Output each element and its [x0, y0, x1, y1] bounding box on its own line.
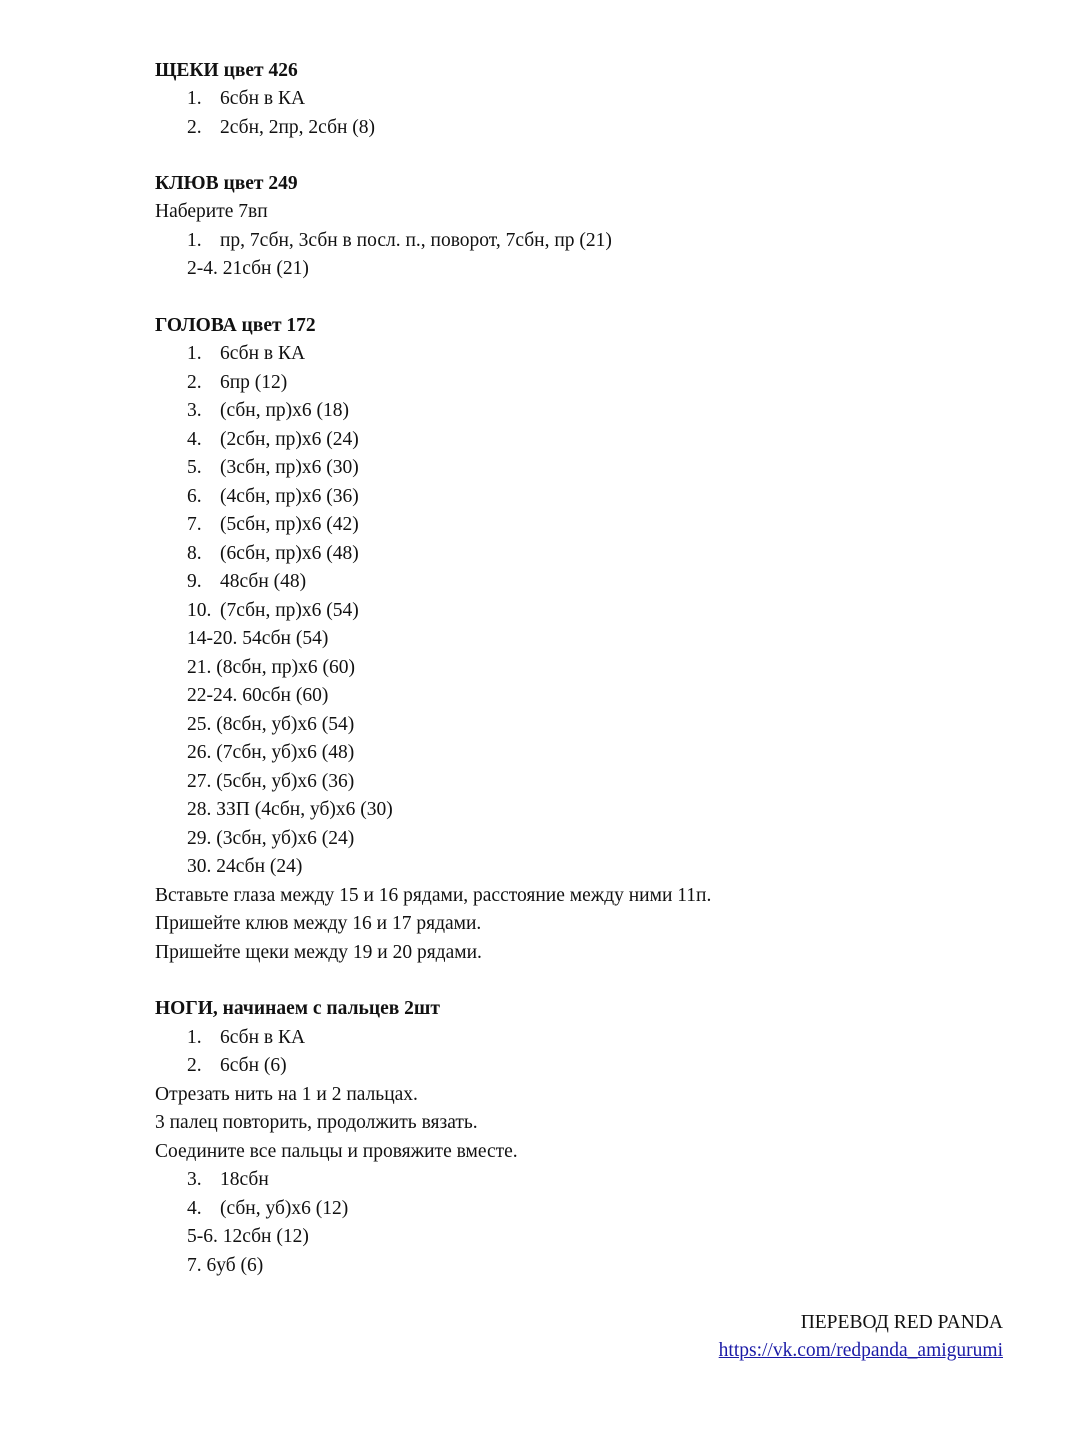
- list-row: 21. (8сбн, пр)х6 (60): [187, 657, 356, 678]
- list-row: 7. 6уб (6): [187, 1255, 264, 1276]
- list-item: 3. (сбн, пр)х6 (18): [187, 400, 350, 421]
- list-row: 2-4. 21сбн (21): [187, 258, 309, 279]
- list-row: 30. 24сбн (24): [187, 856, 303, 877]
- section-title-legs: НОГИ, начинаем с пальцев 2шт: [155, 998, 440, 1019]
- head-note: Пришейте щеки между 19 и 20 рядами.: [155, 942, 482, 963]
- list-item: 10. (7сбн, пр)х6 (54): [187, 600, 359, 621]
- list-item: 5. (3сбн, пр)х6 (30): [187, 457, 359, 478]
- list-row: 14-20. 54сбн (54): [187, 628, 329, 649]
- legs-note: Соедините все пальцы и провяжите вместе.: [155, 1141, 518, 1162]
- list-item: 7. (5сбн, пр)х6 (42): [187, 514, 359, 535]
- section-title-beak: КЛЮВ цвет 249: [155, 173, 298, 194]
- list-row: 29. (3сбн, уб)х6 (24): [187, 828, 355, 849]
- head-note: Пришейте клюв между 16 и 17 рядами.: [155, 913, 482, 934]
- head-note: Вставьте глаза между 15 и 16 рядами, расстояние между ними 11п.: [155, 885, 712, 906]
- legs-note: Отрезать нить на 1 и 2 пальцах.: [155, 1084, 418, 1105]
- list-item: 3. 18сбн: [187, 1169, 269, 1190]
- legs-note: 3 палец повторить, продолжить вязать.: [155, 1112, 478, 1133]
- translation-credit: ПЕРЕВОД RED PANDA: [800, 1312, 1003, 1333]
- list-item: 4. (сбн, уб)х6 (12): [187, 1198, 349, 1219]
- list-item: 9. 48сбн (48): [187, 571, 307, 592]
- beak-intro: Наберите 7вп: [155, 201, 268, 222]
- list-item: 6. (4сбн, пр)х6 (36): [187, 486, 359, 507]
- list-item: 1. 6сбн в КА: [187, 88, 306, 109]
- list-item: 1. пр, 7сбн, 3сбн в посл. п., поворот, 7сбн, пр (21): [187, 230, 612, 251]
- list-row: 28. ЗЗП (4сбн, уб)х6 (30): [187, 799, 393, 820]
- list-item: 1. 6сбн в КА: [187, 1027, 306, 1048]
- list-item: 2. 2сбн, 2пр, 2сбн (8): [187, 117, 376, 138]
- list-row: 27. (5сбн, уб)х6 (36): [187, 771, 355, 792]
- list-row: 26. (7сбн, уб)х6 (48): [187, 742, 355, 763]
- list-item: 1. 6сбн в КА: [187, 343, 306, 364]
- list-item: 8. (6сбн, пр)х6 (48): [187, 543, 359, 564]
- vk-link[interactable]: https://vk.com/redpanda_amigurumi: [718, 1340, 1003, 1361]
- list-row: 25. (8сбн, уб)х6 (54): [187, 714, 355, 735]
- section-title-cheeks: ЩЕКИ цвет 426: [155, 60, 298, 81]
- list-row: 22-24. 60сбн (60): [187, 685, 329, 706]
- list-row: 5-6. 12сбн (12): [187, 1226, 309, 1247]
- section-title-head: ГОЛОВА цвет 172: [155, 315, 316, 336]
- list-item: 4. (2сбн, пр)х6 (24): [187, 429, 359, 450]
- list-item: 2. 6пр (12): [187, 372, 288, 393]
- list-item: 2. 6сбн (6): [187, 1055, 287, 1076]
